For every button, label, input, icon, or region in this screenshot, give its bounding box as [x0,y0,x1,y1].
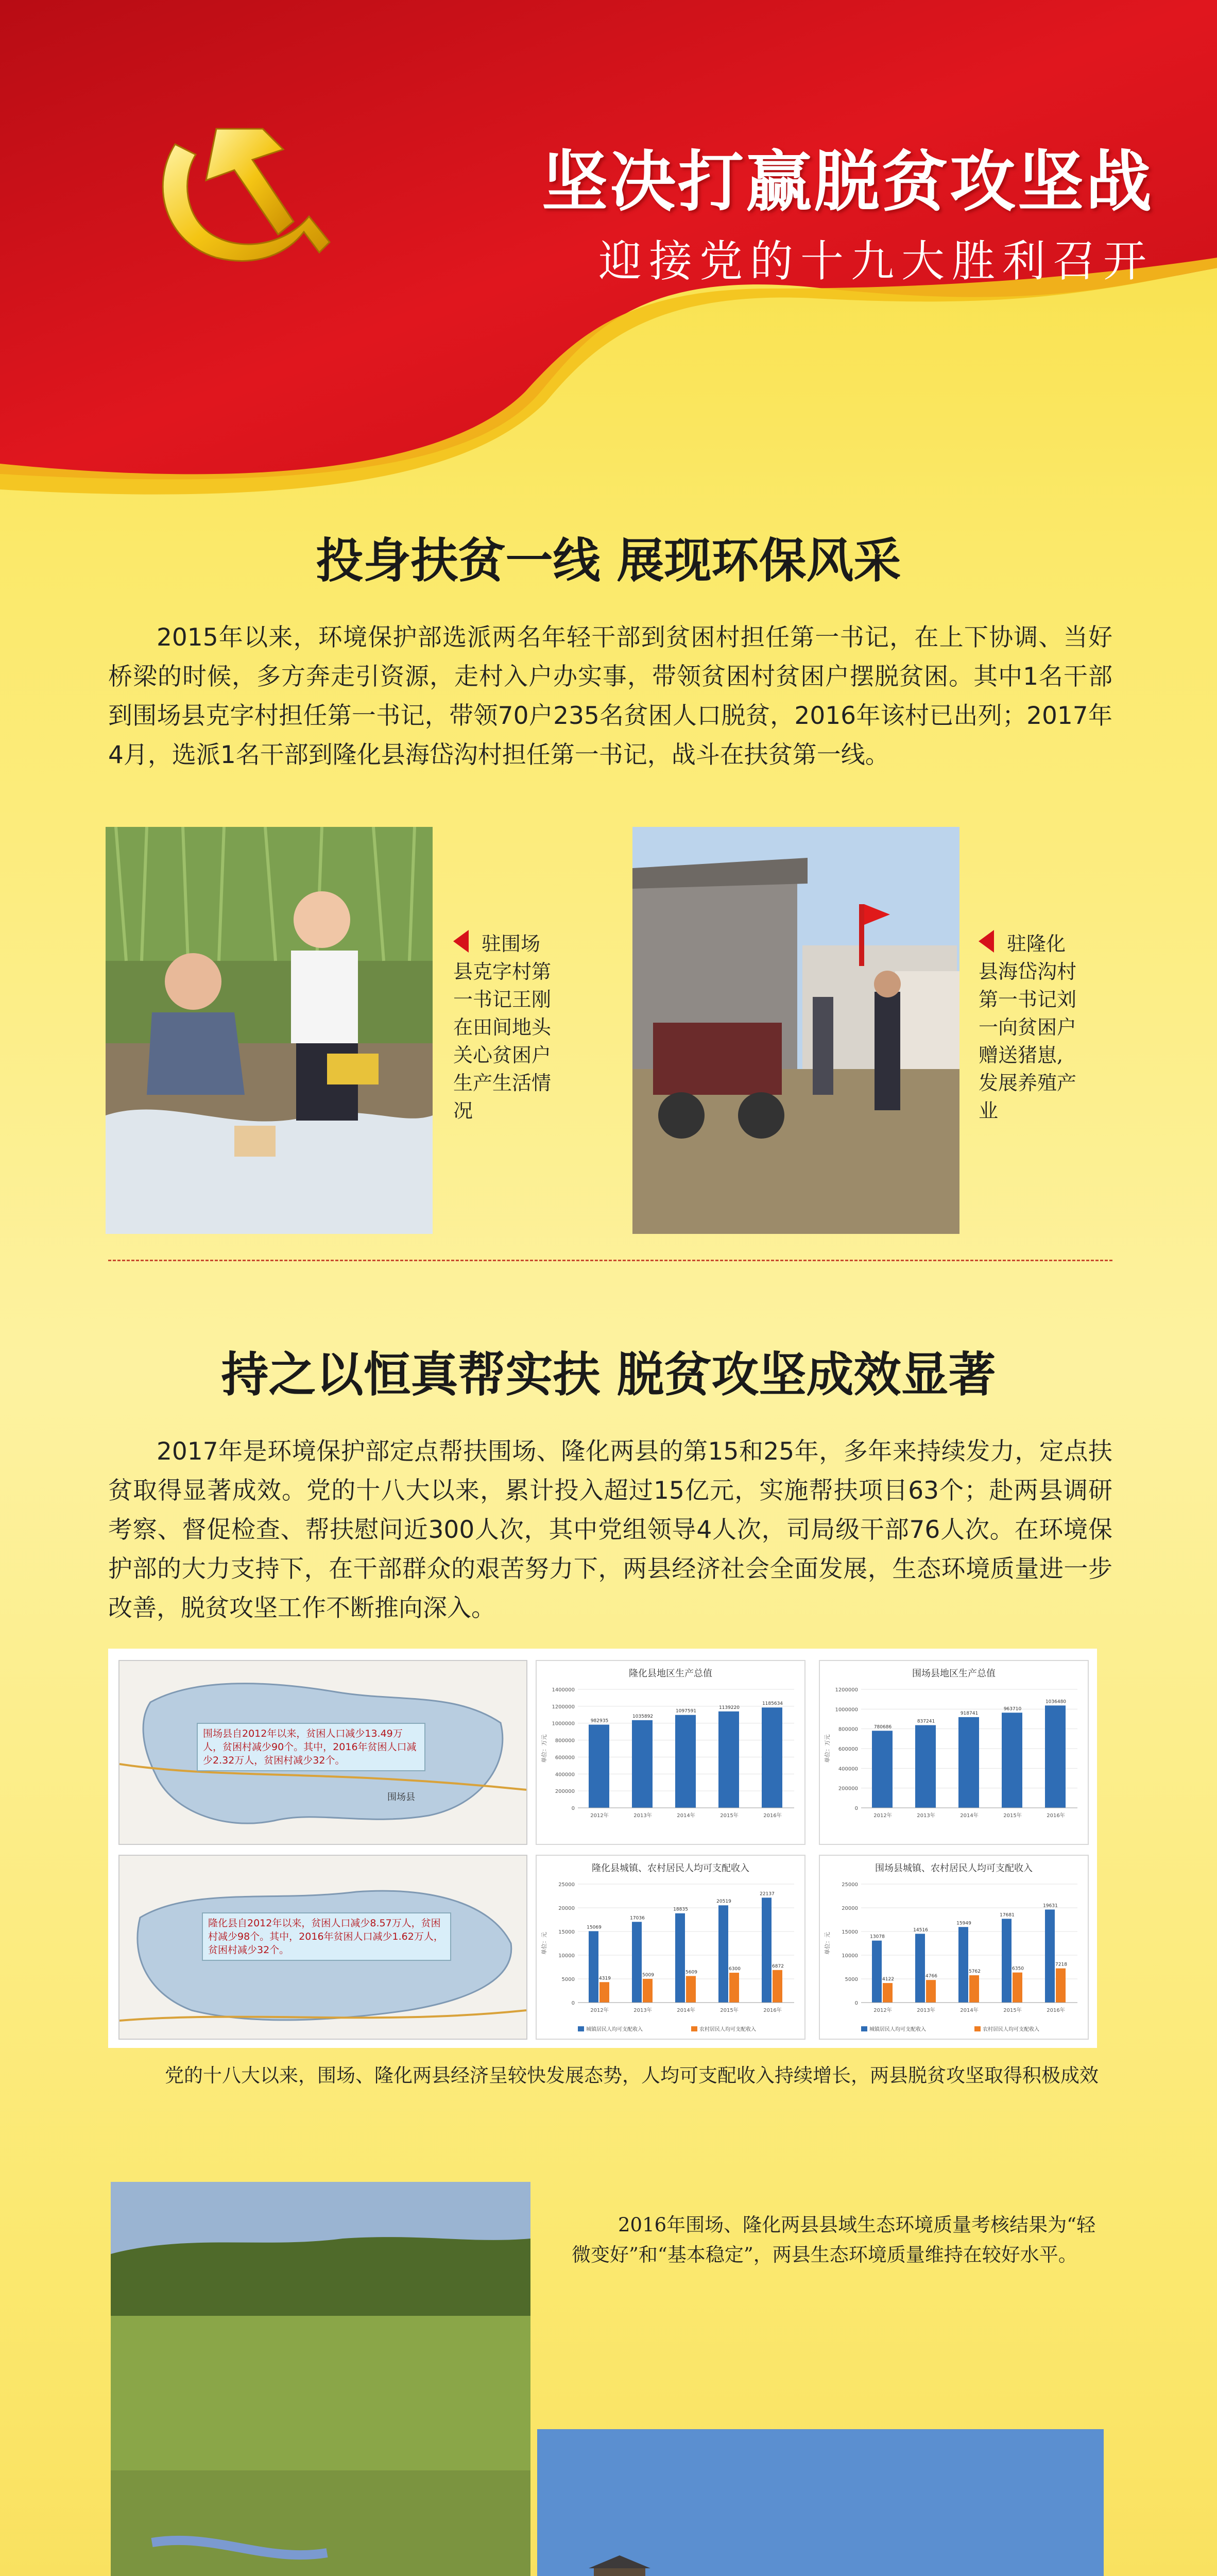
caption-line: 发展养殖产 [979,1072,1077,1094]
chart-x-tick: 2013年 [917,1813,935,1819]
map-longhua-label: 隆化县自2012年以来，贫困人口减少8.57万人，贫困村减少98个。其中，2016年贫困人口减少1.62万人，贫困村减少32个。 [202,1912,451,1961]
chart-data-label: 4122 [882,1977,894,1982]
chart-y-tick: 0 [571,1806,575,1811]
chart-bar [599,1982,609,2003]
caption-line: 生产生活情 [453,1072,552,1094]
chart-bar [675,1913,685,2003]
map-weichang-place: 围场县 [387,1792,415,1803]
chart-legend-swatch [974,2026,981,2031]
map-weichang-label: 围场县自2012年以来，贫困人口减少13.49万人，贫困村减少90个。其中，2016年贫困人口减少2.32万人，贫困村减少32个。 [197,1723,425,1771]
chart-bar [762,1897,772,2003]
chart-data-label: 1139220 [718,1705,740,1710]
chart-x-tick: 2014年 [960,2008,979,2013]
chart-title: 隆化县地区生产总值 [629,1668,712,1679]
chart-data-label: 5009 [642,1972,654,1978]
chart-y-tick: 600000 [555,1755,575,1761]
chart-legend-label: 城镇居民人均可支配收入 [586,2027,643,2032]
poster-title: 坚决打赢脱贫攻坚战 [541,144,1154,221]
chart-bar [883,1983,893,2003]
chart-bar [958,1717,979,1808]
chart-y-tick: 1200000 [835,1687,858,1693]
chart-y-tick: 1000000 [552,1721,575,1727]
chart-x-tick: 2015年 [720,1813,739,1819]
data-panel [108,1649,1097,2048]
chart-title: 围场县城镇、农村居民人均可支配收入 [875,1863,1033,1874]
photo-village-caption [979,930,1097,1125]
poster-subtitle: 迎接党的十九大胜利召开 [598,236,1154,286]
chart-bar [632,1922,642,2003]
chart-bar [773,1970,782,2003]
chart-x-tick: 2016年 [763,1813,782,1819]
chart-x-tick: 2014年 [677,2008,695,2013]
chart-y-tick: 25000 [558,1882,575,1888]
chart-bar [969,1975,979,2003]
chart-y-tick: 800000 [838,1726,858,1733]
chart-y-tick: 5000 [845,1977,858,1982]
chart-y-label: 单位：元 [541,1932,547,1955]
section2-paragraph: 2017年是环境保护部定点帮扶围场、隆化两县的第15和25年，多年来持续发力，定点扶贫取得显著成效。党的十八大以来，累计投入超过15亿元，实施帮扶项目63个；赴两县调研考察、督促检查、帮扶慰问近300人次，其中党组领导4人次，司局级干部76人次。在环境保护部的大力支持下，在干部群众的艰苦努力下，两县经济社会全面发展，生态环境质量进一步改善，脱贫攻坚工作不断推向深入。 [108,1437,1112,1622]
map-weichang [118,1660,527,1845]
chart-x-tick: 2014年 [960,1813,979,1819]
chart-x-tick: 2012年 [590,2008,609,2013]
chart-data-label: 6300 [729,1967,741,1972]
chart-legend-label: 城镇居民人均可支配收入 [869,2027,926,2032]
chart-y-tick: 800000 [555,1738,575,1744]
chart-y-tick: 15000 [558,1929,575,1935]
chart-x-tick: 2012年 [873,2008,892,2013]
chart-y-label: 单位：万元 [824,1734,831,1763]
caption-line: 关心贫困户 [453,1044,552,1066]
photo-field-caption [453,930,572,1125]
chart-data-label: 18835 [673,1907,688,1912]
chart-bar [762,1707,782,1808]
chart-x-tick: 2015年 [1003,1813,1022,1819]
chart-y-tick: 1200000 [552,1704,575,1710]
chart-data-label: 982935 [590,1718,609,1724]
chart-data-label: 15069 [587,1925,602,1930]
chart-bar [1002,1919,1012,2003]
chart-bar [915,1725,936,1808]
map-longhua [118,1855,527,2040]
chart-x-tick: 2012年 [590,1813,609,1819]
chart-bar [718,1711,739,1808]
chart-x-tick: 2012年 [873,1813,892,1819]
chart-x-tick: 2013年 [633,1813,652,1819]
chart-data-label: 963710 [1003,1706,1022,1712]
chart-bar [589,1725,609,1808]
section2-title: 持之以恒真帮实扶 脱贫攻坚成效显著 [221,1347,996,1402]
caption-line: 县克字村第 [453,960,552,983]
chart-data-label: 918741 [960,1710,979,1716]
chart-longhua-gdp [537,1661,804,1844]
chart-data-label: 6350 [1012,1966,1024,1972]
chart-legend-swatch [861,2026,867,2031]
panel-caption: 党的十八大以来，围场、隆化两县经济呈较快发展态势，人均可支配收入持续增长，两县脱贫攻坚取得积极成效 [165,2064,1099,2087]
chart-x-tick: 2016年 [1047,1813,1065,1819]
chart-data-label: 17036 [630,1916,645,1921]
chart-bar [1045,1909,1055,2003]
chart-data-label: 4766 [925,1974,937,1979]
chart-y-tick: 25000 [842,1882,858,1888]
chart-data-label: 1097591 [675,1708,697,1714]
chart-y-tick: 15000 [842,1929,858,1935]
chart-bar [1002,1713,1022,1808]
chart-4-box [819,1855,1089,2040]
chart-bar [718,1905,728,2003]
chart-data-label: 15949 [956,1921,971,1926]
section1-title: 投身扶贫一线 展现环保风采 [316,533,901,588]
chart-data-label: 837241 [917,1719,935,1724]
chart-x-tick: 2014年 [677,1813,695,1819]
chart-data-label: 14516 [913,1927,928,1933]
chart-bar [1013,1973,1022,2003]
chart-y-tick: 1400000 [552,1687,575,1693]
chart-data-label: 13078 [870,1934,885,1940]
caption-line: 驻围场 [482,933,541,955]
chart-bar [1045,1705,1066,1808]
party-emblem-icon [129,113,335,289]
section-divider [108,1260,1112,1261]
chart-x-tick: 2016年 [1047,2008,1065,2013]
chart-bar [958,1927,968,2003]
chart-x-tick: 2015年 [720,2008,739,2013]
caption-line: 一向贫困户 [979,1016,1077,1039]
chart-y-tick: 0 [854,1806,858,1811]
chart-legend-swatch [578,2026,584,2031]
chart-bar [675,1715,696,1808]
caption-line: 县海岱沟村 [979,960,1077,983]
chart-legend-swatch [691,2026,697,2031]
chart-y-tick: 5000 [561,1977,575,1982]
chart-data-label: 20519 [716,1899,731,1905]
photo-village-visit [632,827,959,1234]
chart-data-label: 780686 [873,1724,892,1730]
chart-bar [632,1720,653,1808]
chart-2-box [819,1660,1089,1845]
chart-bar [915,1934,925,2003]
chart-data-label: 22137 [760,1891,775,1897]
chart-data-label: 7218 [1055,1962,1067,1968]
chart-data-label: 1036480 [1045,1699,1067,1705]
chart-y-tick: 200000 [555,1789,575,1795]
chart-y-label: 单位：元 [824,1932,831,1955]
chart-x-tick: 2016年 [763,2008,782,2013]
chart-data-label: 19631 [1043,1903,1058,1909]
photo-grassland [111,2182,530,2576]
chart-longhua-income [537,1856,804,2039]
chart-bar [1056,1969,1066,2003]
chart-y-tick: 10000 [842,1953,858,1959]
caption-line: 一书记王刚 [453,988,552,1011]
chart-y-tick: 10000 [558,1953,575,1959]
chart-bar [686,1976,696,2003]
chart-data-label: 6872 [772,1963,784,1969]
chart-y-tick: 400000 [838,1766,858,1772]
chart-data-label: 17681 [1000,1912,1015,1918]
chart-bar [729,1973,739,2003]
chart-1-box [536,1660,805,1845]
chart-y-tick: 200000 [838,1786,858,1792]
caption-line: 赠送猪崽, [979,1044,1064,1066]
chart-x-tick: 2013年 [917,2008,935,2013]
caption-line: 况 [453,1099,473,1122]
chart-legend-label: 农村居民人均可支配收入 [699,2027,756,2032]
chart-y-tick: 1000000 [835,1707,858,1713]
photo-field-visit [106,827,433,1234]
chart-legend-label: 农村居民人均可支配收入 [983,2027,1039,2032]
chart-title: 隆化县城镇、农村居民人均可支配收入 [592,1863,749,1874]
chart-weichang-gdp [820,1661,1088,1844]
chart-weichang-income [820,1856,1088,2039]
chart-bar [926,1980,936,2003]
chart-data-label: 5762 [969,1969,981,1974]
chart-3-box [536,1855,805,2040]
chart-y-tick: 0 [571,2001,575,2006]
chart-bar [643,1979,653,2003]
chart-y-tick: 400000 [555,1772,575,1778]
chart-x-tick: 2015年 [1003,2008,1022,2013]
chart-bar [872,1941,882,2003]
eco-caption: 2016年围场、隆化两县县域生态环境质量考核结果为“轻微变好”和“基本稳定”，两县生态环境质量维持在较好水平。 [572,2214,1096,2266]
chart-bar [872,1731,893,1808]
caption-line: 第一书记刘 [979,988,1077,1011]
chart-data-label: 1185634 [762,1701,783,1707]
chart-data-label: 5609 [685,1970,697,1975]
chart-data-label: 1035892 [632,1714,654,1719]
chart-y-tick: 20000 [558,1906,575,1911]
chart-y-tick: 0 [854,2001,858,2006]
chart-y-label: 单位：万元 [541,1734,547,1763]
chart-bar [589,1931,598,2003]
chart-y-tick: 600000 [838,1747,858,1752]
chart-y-tick: 20000 [842,1906,858,1911]
photo-lake [537,2429,1104,2576]
caption-line: 在田间地头 [453,1016,552,1039]
chart-data-label: 4319 [599,1976,611,1981]
chart-x-tick: 2013年 [633,2008,652,2013]
chart-title: 围场县地区生产总值 [912,1668,996,1679]
caption-line: 业 [979,1099,999,1122]
caption-line: 驻隆化 [1007,933,1066,955]
section1-paragraph: 2015年以来，环境保护部选派两名年轻干部到贫困村担任第一书记，在上下协调、当好桥梁的时候，多方奔走引资源，走村入户办实事，带领贫困村贫困户摆脱贫困。其中1名干部到围场县克字村担任第一书记，带领70户235名贫困人口脱贫，2016年该村已出列；2017年4月，选派1名干部到隆化县海岱沟村担任第一书记，战斗在扶贫第一线。 [108,623,1112,769]
